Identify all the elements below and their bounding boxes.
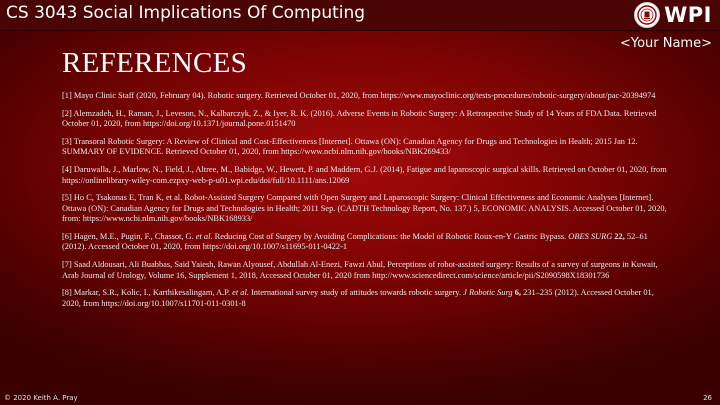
reference-item: [8] Markar, S.R., Kolic, I., Karthikesalingam, A.P. et al. International survey study of attitudes towards robotic surgery. J Robotic Surg 6, 231–235 (2012). Accessed October 01, 2020, from https://doi.org/10.1007/s11701-011-0301-8 bbox=[62, 288, 654, 308]
course-title: CS 3043 Social Implications Of Computing bbox=[6, 3, 366, 23]
reference-item: [2] Alemzadeh, H., Raman, J., Leveson, N., Kalbarczyk, Z., & Iyer, R. K. (2016). Adverse Events in Robotic Surgery: A Retrospective Study of 14 Years of FDA Data. Retrieved October 01, 2020, from https://doi.org/10.1371/journal.pone.0151470 bbox=[62, 108, 657, 129]
reference-item: [7] Saad Aldousari, Ali Buabbas, Said Yaiesh, Rawan Alyousef, Abdullah Al-Enezi, Fawzi Abul, Perceptions of robot-assisted surgery: Results of a survey of surgeons in Kuwait, Arab Journal of Urology, Volume 16, Supplement 1, 2018, Accessed October 01, 2020 from http://www.sciencedirect.com/science/article/pii/S2090598X18301736 bbox=[62, 260, 658, 280]
references-list bbox=[62, 91, 674, 317]
reference-item: [6] Hagen, M.E., Pugin, F., Chassot, G. et al. Reducing Cost of Surgery by Avoiding Complications: the Model of Robotic Roux-en-Y Gastric Bypass. OBES SURG 22, 52–61 (2012). Accessed October 01, 2020, from https://doi.org/10.1007/s11695-011-0422-1 bbox=[62, 232, 648, 252]
page-number: 26 bbox=[703, 394, 712, 402]
logo-text: WPI bbox=[664, 3, 712, 27]
reference-item: [1] Mayo Clinic Staff (2020, February 04). Robotic surgery. Retrieved October 01, 2020, from https://www.mayoclinic.org/tests-procedures/robotic-surgery/about/pac-20394974 bbox=[62, 91, 656, 100]
reference-item: [3] Transoral Robotic Surgery: A Review of Clinical and Cost-Effectiveness [Internet]. Ottawa (ON): Canadian Agency for Drugs and Technologies in Health; 2015 Jan 12. SUMMARY OF EVIDENCE. Retrieved October 01, 2020, from https://www.ncbi.nlm.nih.gov/books/NBK269433/ bbox=[62, 137, 638, 157]
slide-title: REFERENCES bbox=[62, 47, 248, 79]
wpi-logo bbox=[634, 2, 712, 28]
reference-item: [4] Daruwalla, J., Marlow, N., Field, J., Altree, M., Babidge, W., Hewett, P. and Maddern, G.J. (2014), Fatigue and laparoscopic surgical skills. Retrieved on October 01, 2020, from https://onlinelibrary-wiley-com.ezpxy-web-p-u01.wpi.edu/doi/full/10.1111/ans.12069 bbox=[62, 165, 667, 185]
your-name-placeholder: <Your Name> bbox=[619, 36, 712, 51]
reference-item: [5] Ho C, Tsakonas E, Tran K, et al. Robot-Assisted Surgery Compared with Open Surgery and Laparoscopic Surgery: Clinical Effectiveness and Economic Analyses [Internet]. Ottawa (ON): Canadian Agency for Drugs and Technologies in Health; 2011 Sep. (CADTH Technology Report, No. 137.) 5, ECONOMIC ANALYSIS. Accessed October 01, 2020, from: https://www.ncbi.nlm.nih.gov/books/NBK168933/ bbox=[62, 193, 667, 224]
wpi-seal-icon bbox=[634, 2, 660, 28]
header-bar bbox=[0, 0, 720, 31]
footer-copyright: © 2020 Keith A. Pray bbox=[4, 394, 78, 402]
